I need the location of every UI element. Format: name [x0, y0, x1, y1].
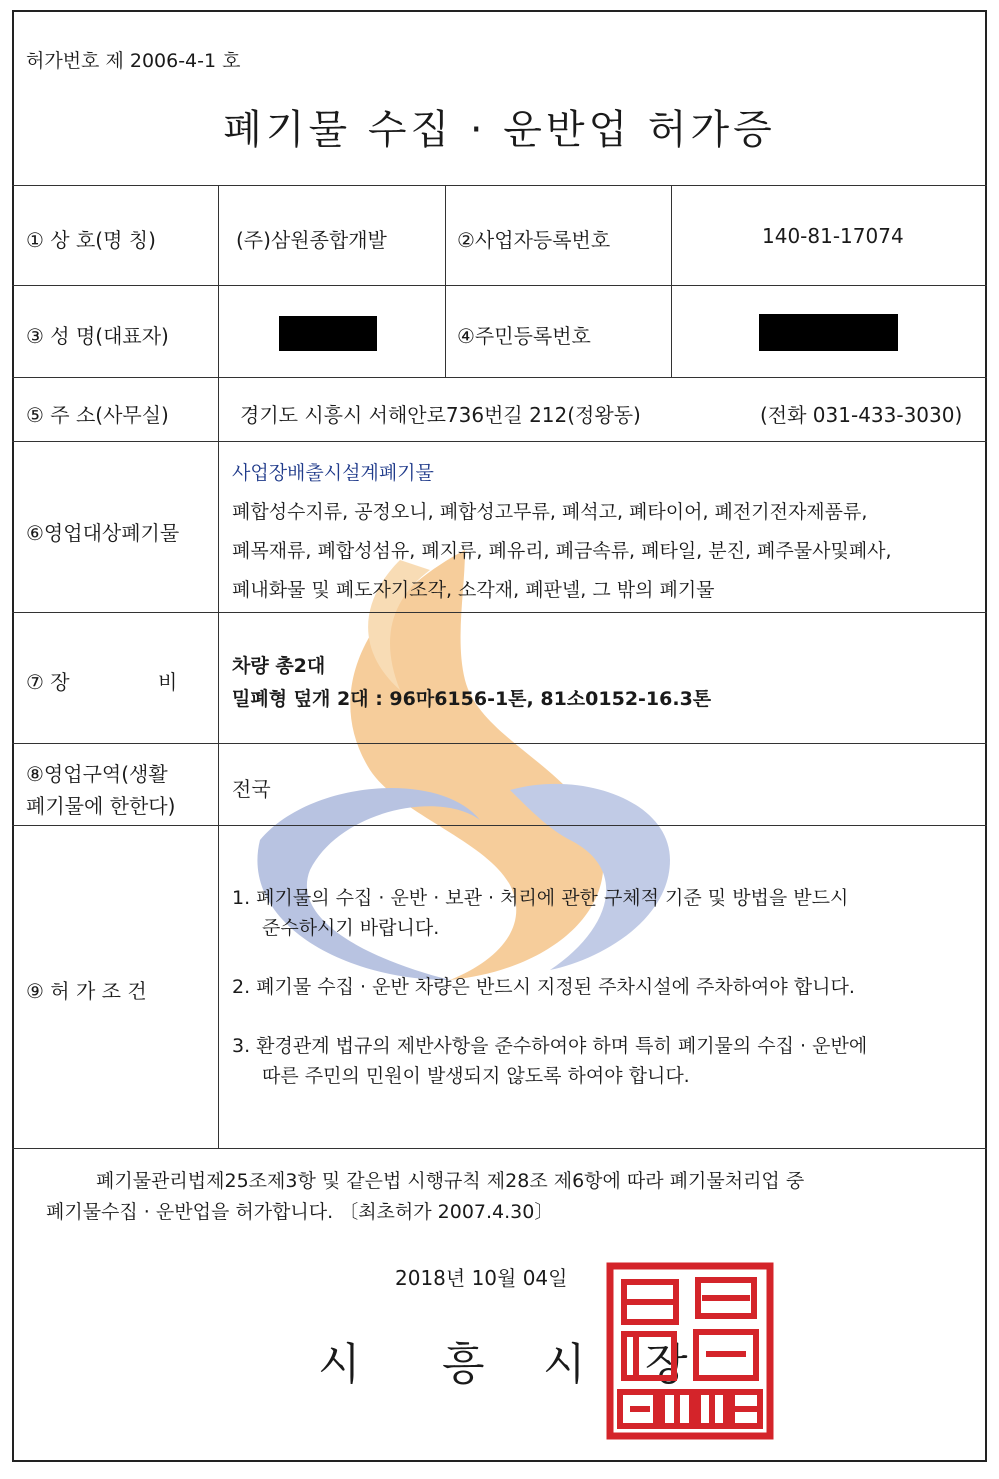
business-area-label: ⑧영업구역(생활 — [26, 762, 168, 786]
equipment-line: 밀폐형 덮개 2대 : 96마6156-1톤, 81소0152-16.3톤 — [232, 688, 712, 710]
waste-line: 폐내화물 및 폐도자기조각, 소각재, 폐판넬, 그 밖의 폐기물 — [232, 579, 715, 601]
issue-date: 2018년 10월 04일 — [395, 1266, 568, 1290]
company-name-value: (주)삼원종합개발 — [236, 228, 387, 252]
condition-item: 준수하시기 바랍니다. — [262, 917, 440, 939]
divider — [12, 612, 987, 613]
divider — [12, 377, 987, 378]
issuer-name-char: 시 — [543, 1339, 586, 1390]
divider — [12, 285, 987, 286]
address-label: ⑤ 주 소(사무실) — [26, 403, 169, 427]
issuer-name-char: 시 — [318, 1339, 361, 1390]
company-name-label: ① 상 호(명 칭) — [26, 228, 156, 252]
waste-type-label: ⑥영업대상폐기물 — [26, 521, 180, 545]
divider — [12, 825, 987, 826]
condition-item: 2. 폐기물 수집 · 운반 차량은 반드시 지정된 주차시설에 주차하여야 합니다. — [232, 976, 855, 998]
legal-basis-text: 폐기물관리법제25조제3항 및 같은법 시행규칙 제28조 제6항에 따라 폐기물처리업 중 — [96, 1170, 805, 1192]
resident-number-label: ④주민등록번호 — [457, 324, 591, 348]
column-divider — [671, 185, 672, 377]
representative-label: ③ 성 명(대표자) — [26, 324, 169, 348]
divider — [12, 185, 987, 186]
condition-item: 1. 폐기물의 수집 · 운반 · 보관 · 처리에 관한 구체적 기준 및 방법을 받드시 — [232, 887, 849, 909]
business-registration-value: 140-81-17074 — [762, 224, 904, 248]
condition-item: 따른 주민의 민원이 발생되지 않도록 하여야 합니다. — [262, 1065, 690, 1087]
divider — [12, 743, 987, 744]
address-value: 경기도 시흥시 서해안로736번길 212(정왕동) — [240, 403, 641, 427]
waste-line: 폐합성수지류, 공정오니, 폐합성고무류, 폐석고, 폐타이어, 폐전기전자제품류, — [232, 501, 868, 523]
permit-conditions-label: ⑨ 허 가 조 건 — [26, 979, 147, 1003]
waste-heading: 사업장배출시설계폐기물 — [232, 462, 434, 484]
column-divider — [445, 185, 446, 377]
certificate-title: 폐기물 수집 · 운반업 허가증 — [223, 107, 776, 153]
business-area-label: 폐기물에 한한다) — [26, 794, 176, 818]
equipment-label: ⑦ 장 — [26, 670, 70, 694]
divider — [12, 1148, 987, 1149]
issuer-name-char: 장 — [645, 1339, 688, 1390]
redacted-resident-number — [759, 314, 898, 351]
legal-basis-text: 폐기물수집 · 운반업을 허가합니다. 〔최초허가 2007.4.30〕 — [46, 1201, 554, 1223]
business-registration-label: ②사업자등록번호 — [457, 228, 611, 252]
official-seal-stamp — [606, 1262, 774, 1440]
waste-line: 폐목재류, 폐합성섬유, 폐지류, 폐유리, 폐금속류, 폐타일, 분진, 폐주물사및폐사, — [232, 540, 892, 562]
redacted-representative-name — [279, 316, 377, 351]
phone-value: (전화 031-433-3030) — [760, 403, 963, 427]
column-divider — [218, 185, 219, 1148]
equipment-line: 차량 총2대 — [232, 655, 326, 677]
business-area-value: 전국 — [232, 777, 271, 801]
equipment-label-suffix: 비 — [158, 670, 178, 694]
permit-number: 허가번호 제 2006-4-1 호 — [26, 50, 241, 72]
issuer-name-char: 흥 — [442, 1339, 485, 1390]
divider — [12, 441, 987, 442]
condition-item: 3. 환경관계 법규의 제반사항을 준수하여야 하며 특히 폐기물의 수집 · 운반에 — [232, 1035, 868, 1057]
